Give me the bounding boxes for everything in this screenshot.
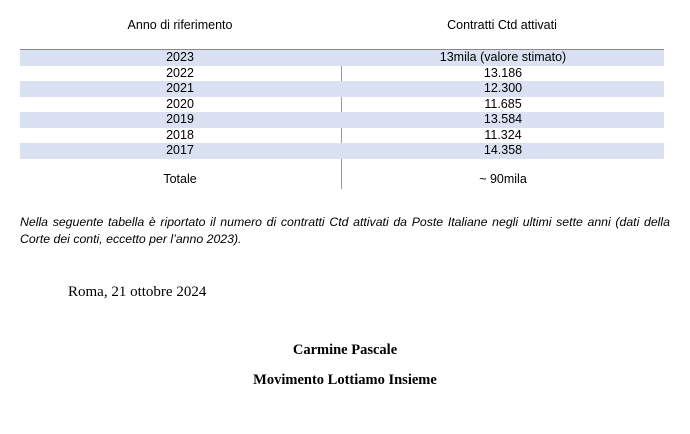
row-value: 13.584 [483, 112, 523, 126]
table-row [20, 50, 664, 66]
table-header [20, 18, 664, 38]
row-value: 11.324 [484, 127, 522, 142]
signer-name: Carmine Pascale [292, 342, 398, 358]
row-year: 2021 [166, 81, 194, 95]
table-row [20, 97, 664, 113]
table-total-row [20, 172, 664, 190]
header-contracts: Contratti Ctd attivati [447, 18, 557, 32]
row-year: 2018 [166, 127, 194, 142]
header-year: Anno di riferimento [127, 18, 233, 32]
table-row [20, 128, 664, 144]
place-date: Roma, 21 ottobre 2024 [68, 284, 207, 300]
table-row [20, 66, 664, 82]
organization-name: Movimento Lottiamo Insieme [253, 372, 437, 388]
table-row [20, 143, 664, 159]
row-year: 2017 [166, 143, 194, 157]
table-body [20, 50, 664, 159]
row-year: 2019 [166, 112, 194, 126]
total-label: Totale [163, 172, 197, 186]
row-year: 2022 [166, 65, 194, 80]
table-row [20, 81, 664, 97]
row-year: 2020 [166, 96, 194, 111]
row-value: 13mila (valore stimato) [439, 50, 567, 64]
row-value: 13.186 [483, 65, 523, 80]
row-value: 12.300 [483, 81, 523, 95]
total-value: ~ 90mila [479, 172, 527, 186]
row-value: 14.358 [483, 143, 523, 157]
table-row [20, 112, 664, 128]
row-year: 2023 [166, 50, 194, 64]
table-note: Nella seguente tabella è riportato il numero di contratti Ctd attivati da Poste Italiane negli ultimi sette anni (dati della Corte dei conti, eccetto per l’anno 2023). [20, 215, 670, 246]
row-value: 11.685 [484, 96, 522, 111]
